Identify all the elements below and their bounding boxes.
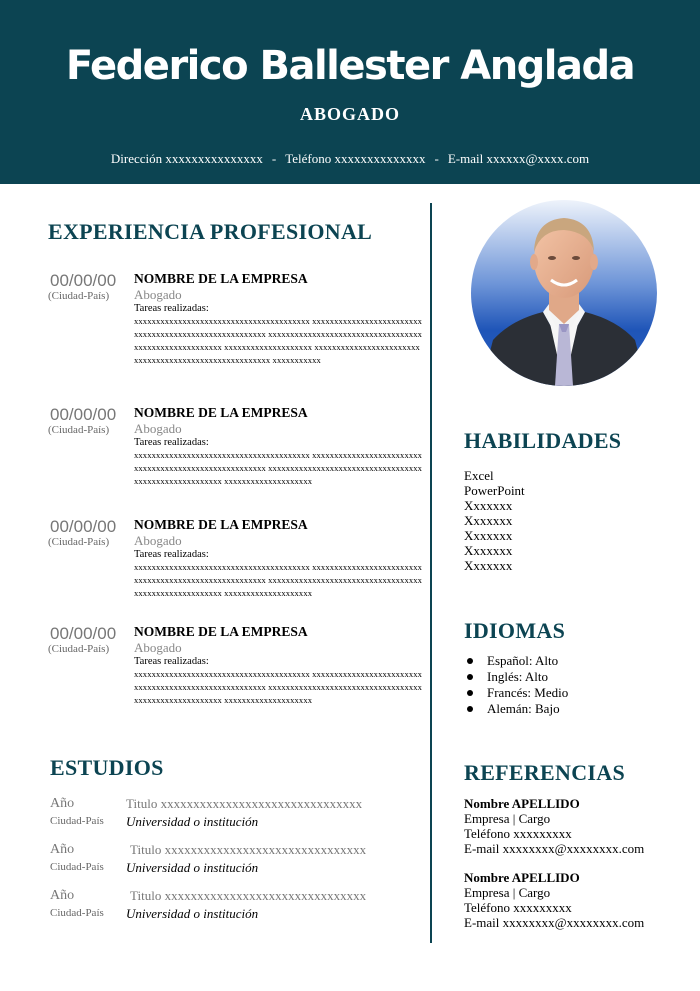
language-item: Alemán: Bajo bbox=[464, 701, 568, 717]
profession-title: ABOGADO bbox=[299, 104, 400, 124]
job-company: NOMBRE DE LA EMPRESA bbox=[134, 271, 308, 286]
study-institution: Universidad o institución bbox=[126, 814, 259, 829]
skill-item: Xxxxxxx bbox=[464, 513, 513, 528]
portrait-illustration bbox=[471, 200, 657, 386]
job-tasks: xxxxxxxxxxxxxxxxxxxxxxxxxxxxxxxxxxxxxxxx xxxxxxxxxxxxxxxxxxxxxxxxxxxxxxxxxxxxxxxxxxxxxxxxxxxxxxx xxxxxxxxxxxxxxxxxxxxxxxxxxxxxxxxxxxxxxxxxxxxxxxxxxxxxxx xxxxxxxxxxxxxxxxxxxx bbox=[134, 450, 423, 486]
job-place: (Ciudad-País) bbox=[48, 643, 110, 655]
job-tasks-label: Tareas realizadas: bbox=[134, 656, 209, 667]
references-heading: REFERENCIAS bbox=[464, 760, 625, 785]
skill-item: PowerPoint bbox=[464, 483, 525, 498]
study-entry bbox=[50, 842, 410, 882]
skill-item: Xxxxxxx bbox=[464, 528, 513, 543]
job-body bbox=[134, 624, 424, 707]
candidate-name: Federico Ballester Anglada bbox=[65, 43, 635, 89]
separator: - bbox=[271, 151, 277, 166]
study-city: Ciudad-País bbox=[50, 815, 104, 827]
reference-phone: Teléfono xxxxxxxxx bbox=[464, 900, 572, 915]
study-entry bbox=[50, 796, 410, 836]
job-tasks: xxxxxxxxxxxxxxxxxxxxxxxxxxxxxxxxxxxxxxxx xxxxxxxxxxxxxxxxxxxxxxxxxxxxxxxxxxxxxxxxxxxxxxxxxxxxxxx xxxxxxxxxxxxxxxxxxxxxxxxxxxxxxxxxxxxxxxxxxxxxxxxxxxxxxx xxxxxxxxxxxxxxxxxxxx xxxxxxxxxxxxxxxxxxxxxxxxxxxxxxxxxxxxxxxxxxxxxxxxxxxxxxx xxxxxxxxxxx bbox=[134, 316, 423, 365]
job-body bbox=[134, 517, 424, 600]
job-place: (Ciudad-País) bbox=[48, 424, 110, 436]
study-title: Titulo xxxxxxxxxxxxxxxxxxxxxxxxxxxxxxx bbox=[130, 842, 367, 857]
phone-text: Teléfono xxxxxxxxxxxxxx bbox=[285, 151, 426, 166]
separator: - bbox=[434, 151, 439, 166]
skill-item: Xxxxxxx bbox=[464, 498, 513, 513]
study-institution: Universidad o institución bbox=[126, 860, 259, 875]
address-text: Dirección xxxxxxxxxxxxxxx bbox=[110, 151, 263, 166]
job-role: Abogado bbox=[134, 421, 182, 436]
skill-item: Excel bbox=[464, 468, 494, 483]
email-text: E-mail xxxxxx@xxxx.com bbox=[447, 151, 590, 166]
study-year: Año bbox=[50, 842, 75, 857]
job-body bbox=[134, 271, 424, 367]
study-year: Año bbox=[50, 796, 75, 811]
contact-line bbox=[0, 151, 700, 167]
reference-email: E-mail xxxxxxxx@xxxxxxxx.com bbox=[464, 841, 645, 856]
job-tasks: xxxxxxxxxxxxxxxxxxxxxxxxxxxxxxxxxxxxxxxx xxxxxxxxxxxxxxxxxxxxxxxxxxxxxxxxxxxxxxxxxxxxxxxxxxxxxxx xxxxxxxxxxxxxxxxxxxxxxxxxxxxxxxxxxxxxxxxxxxxxxxxxxxxxxx xxxxxxxxxxxxxxxxxxxx bbox=[134, 669, 423, 705]
reference-email: E-mail xxxxxxxx@xxxxxxxx.com bbox=[464, 915, 645, 930]
languages-list bbox=[464, 653, 568, 717]
job-place: (Ciudad-País) bbox=[48, 290, 110, 302]
studies-heading: ESTUDIOS bbox=[50, 755, 164, 780]
experience-heading: EXPERIENCIA PROFESIONAL bbox=[48, 219, 373, 244]
job-company: NOMBRE DE LA EMPRESA bbox=[134, 624, 308, 639]
languages-heading: IDIOMAS bbox=[464, 618, 566, 643]
reference-name: Nombre APELLIDO bbox=[464, 796, 580, 811]
job-role: Abogado bbox=[134, 533, 182, 548]
study-title: Titulo xxxxxxxxxxxxxxxxxxxxxxxxxxxxxxx bbox=[130, 888, 367, 903]
study-institution: Universidad o institución bbox=[126, 906, 259, 921]
reference-company: Empresa | Cargo bbox=[464, 885, 551, 900]
job-place: (Ciudad-País) bbox=[48, 536, 110, 548]
skills-list bbox=[464, 468, 525, 573]
job-role: Abogado bbox=[134, 640, 182, 655]
job-date: 00/00/00 bbox=[50, 517, 117, 536]
reference-company: Empresa | Cargo bbox=[464, 811, 551, 826]
job-tasks-label: Tareas realizadas: bbox=[134, 549, 209, 560]
job-role: Abogado bbox=[134, 287, 182, 302]
reference-phone: Teléfono xxxxxxxxx bbox=[464, 826, 572, 841]
job-tasks: xxxxxxxxxxxxxxxxxxxxxxxxxxxxxxxxxxxxxxxx xxxxxxxxxxxxxxxxxxxxxxxxxxxxxxxxxxxxxxxxxxxxxxxxxxxxxxx xxxxxxxxxxxxxxxxxxxxxxxxxxxxxxxxxxxxxxxxxxxxxxxxxxxxxxx xxxxxxxxxxxxxxxxxxxx bbox=[134, 562, 423, 598]
study-year: Año bbox=[50, 888, 75, 903]
study-city: Ciudad-País bbox=[50, 907, 104, 919]
study-entry bbox=[50, 888, 410, 928]
job-date: 00/00/00 bbox=[50, 624, 117, 643]
header-banner bbox=[0, 0, 700, 184]
job-company: NOMBRE DE LA EMPRESA bbox=[134, 517, 308, 532]
language-item: Inglés: Alto bbox=[464, 669, 568, 685]
study-city: Ciudad-País bbox=[50, 861, 104, 873]
job-date: 00/00/00 bbox=[50, 405, 117, 424]
language-item: Español: Alto bbox=[464, 653, 568, 669]
job-tasks-label: Tareas realizadas: bbox=[134, 303, 209, 314]
column-divider bbox=[430, 203, 432, 943]
reference-entry bbox=[464, 796, 644, 856]
skill-item: Xxxxxxx bbox=[464, 543, 513, 558]
language-item: Francés: Medio bbox=[464, 685, 568, 701]
skill-item: Xxxxxxx bbox=[464, 558, 513, 573]
job-date: 00/00/00 bbox=[50, 271, 117, 290]
skills-heading: HABILIDADES bbox=[464, 428, 622, 453]
job-company: NOMBRE DE LA EMPRESA bbox=[134, 405, 308, 420]
profile-photo bbox=[471, 200, 657, 386]
study-title: Titulo xxxxxxxxxxxxxxxxxxxxxxxxxxxxxxx bbox=[126, 796, 363, 811]
job-tasks-label: Tareas realizadas: bbox=[134, 437, 209, 448]
reference-entry bbox=[464, 870, 644, 930]
job-body bbox=[134, 405, 424, 488]
reference-name: Nombre APELLIDO bbox=[464, 870, 580, 885]
